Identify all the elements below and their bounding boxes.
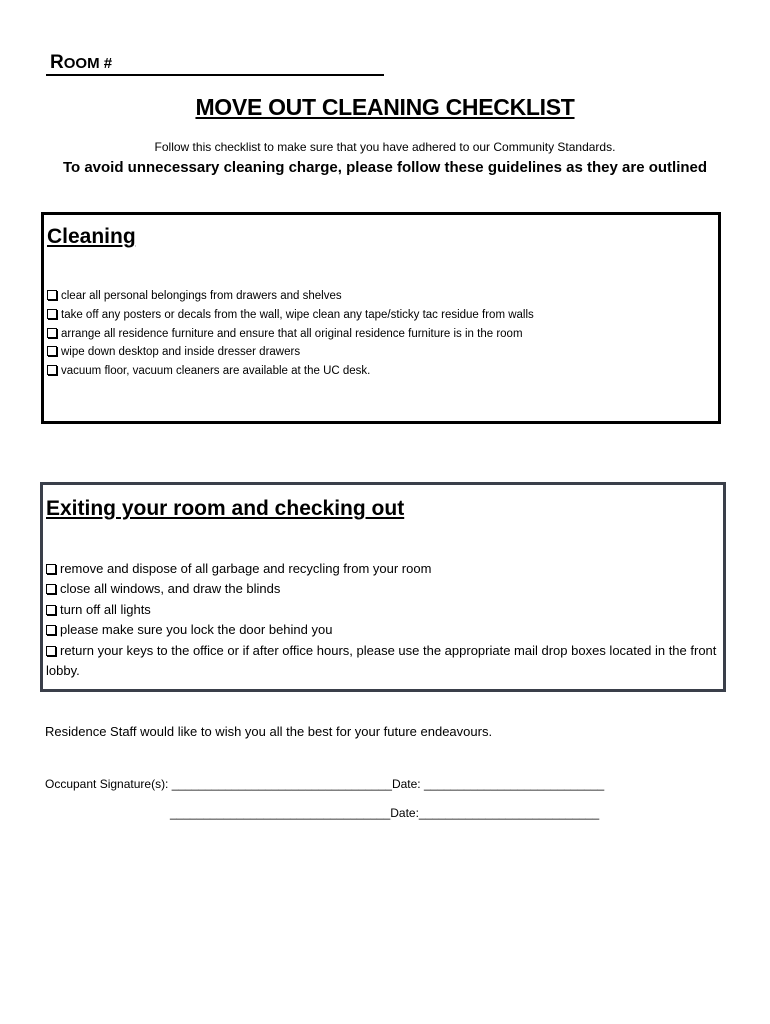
list-item-text: close all windows, and draw the blinds <box>60 581 281 597</box>
list-item-text: return your keys to the office or if after office hours, please use the appropriate mail drop boxes located in the front lobby. <box>46 642 717 679</box>
checkbox-icon[interactable] <box>46 625 56 635</box>
list-item-text: please make sure you lock the door behind you <box>60 622 333 638</box>
checkbox-icon[interactable] <box>46 584 56 594</box>
checkbox-icon[interactable] <box>46 564 56 574</box>
list-item <box>47 325 714 344</box>
room-label-initial: R <box>50 52 64 73</box>
cleaning-heading: Cleaning <box>47 225 136 248</box>
page-title: MOVE OUT CLEANING CHECKLIST <box>195 94 575 120</box>
subtitle: Follow this checklist to make sure that you have adhered to our Community Standards. <box>154 140 616 154</box>
room-label <box>50 52 112 74</box>
room-number-field <box>46 52 384 76</box>
list-item <box>46 641 719 682</box>
list-item-text: remove and dispose of all garbage and recycling from your room <box>60 561 432 576</box>
list-item-text: vacuum floor, vacuum cleaners are available at the UC desk. <box>61 365 371 378</box>
exiting-list <box>46 559 719 681</box>
list-item <box>46 579 719 599</box>
checkbox-icon[interactable] <box>47 309 57 319</box>
list-item-text: turn off all lights <box>60 601 151 617</box>
list-item <box>47 287 714 306</box>
warning-text: To avoid unnecessary cleaning charge, please follow these guidelines as they are outlined <box>62 159 708 176</box>
list-item <box>47 343 714 362</box>
list-item-text: take off any posters or decals from the wall, wipe clean any tape/sticky tac residue from walls <box>61 308 534 321</box>
list-item <box>47 306 714 325</box>
list-item-text: clear all personal belongings from drawers and shelves <box>61 290 342 302</box>
checkbox-icon[interactable] <box>47 328 57 338</box>
cleaning-section <box>41 212 721 424</box>
checkbox-icon[interactable] <box>47 290 57 300</box>
exiting-heading: Exiting your room and checking out <box>46 497 405 520</box>
list-item <box>47 362 714 381</box>
list-item <box>46 600 719 620</box>
cleaning-list <box>47 287 714 381</box>
checkbox-icon[interactable] <box>47 365 57 375</box>
signature-line-1[interactable]: Occupant Signature(s): _________________________________Date: ___________________________ <box>45 777 605 791</box>
checkbox-icon[interactable] <box>47 346 57 356</box>
signature-line-2[interactable]: _________________________________Date:___________________________ <box>170 806 600 820</box>
list-item <box>46 620 719 640</box>
list-item-text: arrange all residence furniture and ensure that all original residence furniture is in the room <box>61 327 523 340</box>
checkbox-icon[interactable] <box>46 646 56 656</box>
checkbox-icon[interactable] <box>46 605 56 615</box>
list-item <box>46 559 719 579</box>
room-label-rest: OOM # <box>63 55 113 72</box>
list-item-text: wipe down desktop and inside dresser drawers <box>61 346 301 359</box>
farewell-message: Residence Staff would like to wish you all the best for your future endeavours. <box>45 724 493 739</box>
exiting-section <box>40 482 726 692</box>
